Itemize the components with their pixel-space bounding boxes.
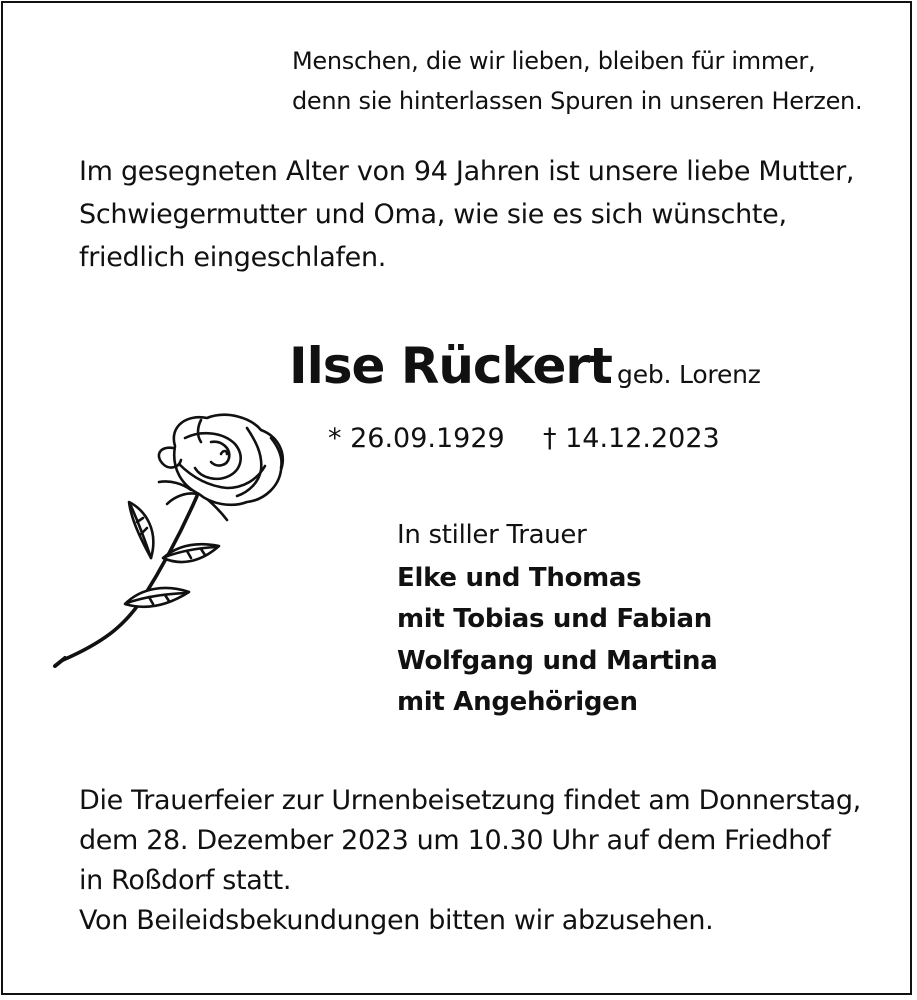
mourner-heading: In stiller Trauer	[397, 520, 587, 550]
mourner-name: mit Tobias und Fabian	[397, 604, 712, 634]
footer-line-2: dem 28. Dezember 2023 um 10.30 Uhr auf dem Friedhof	[79, 825, 831, 856]
death-date: † 14.12.2023	[543, 423, 720, 454]
intro-line-2: Schwiegermutter und Oma, wie sie es sich wünschte,	[79, 199, 787, 230]
mourner-name: Elke und Thomas	[397, 563, 642, 593]
obituary-card	[1, 1, 912, 995]
footer-line-3: in Roßdorf statt.	[79, 865, 292, 896]
intro-line-1: Im gesegneten Alter von 94 Jahren ist unsere liebe Mutter,	[79, 156, 855, 187]
mourner-name: mit Angehörigen	[397, 687, 638, 717]
deceased-name: Ilse Rückert	[289, 337, 612, 395]
maiden-name: geb. Lorenz	[617, 360, 761, 389]
rose-icon	[51, 408, 291, 668]
footer-line-4: Von Beileidsbekundungen bitten wir abzusehen.	[79, 905, 714, 936]
birth-date: * 26.09.1929	[328, 423, 505, 454]
motto-line-2: denn sie hinterlassen Spuren in unseren Herzen.	[292, 87, 863, 115]
mourner-name: Wolfgang und Martina	[397, 646, 718, 676]
motto-line-1: Menschen, die wir lieben, bleiben für immer,	[292, 47, 816, 75]
intro-line-3: friedlich eingeschlafen.	[79, 242, 387, 273]
deceased-name-block	[289, 337, 761, 395]
footer-line-1: Die Trauerfeier zur Urnenbeisetzung findet am Donnerstag,	[79, 785, 861, 816]
